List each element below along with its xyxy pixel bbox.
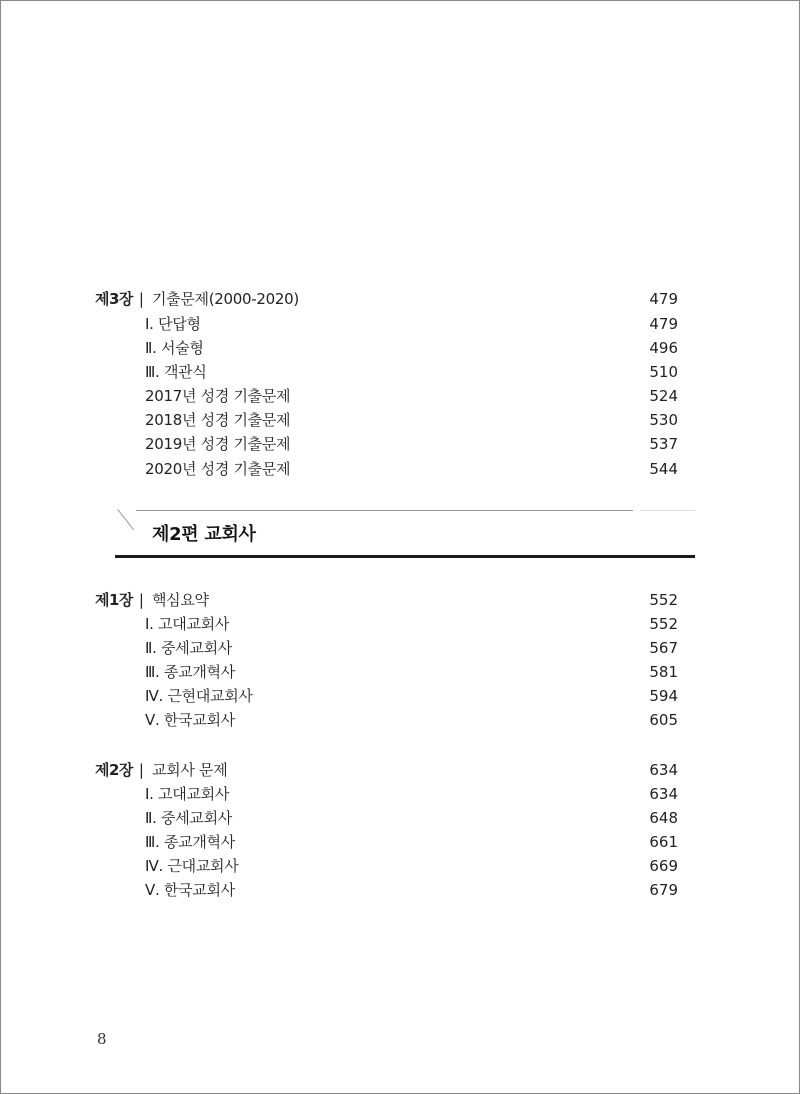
page-number: 552 bbox=[649, 615, 678, 633]
item-title: 2019년 성경 기출문제 bbox=[145, 435, 291, 453]
item-title: Ⅲ. 종교개혁사 bbox=[145, 833, 235, 851]
chapter-separator: | bbox=[138, 591, 144, 609]
page-number: 552 bbox=[649, 591, 678, 609]
toc-item[interactable] bbox=[95, 433, 678, 455]
page-number: 524 bbox=[649, 387, 678, 405]
toc-item[interactable] bbox=[95, 361, 678, 383]
chapter-label: 제1장 bbox=[95, 591, 133, 609]
part-heading-top-rule bbox=[136, 510, 633, 511]
toc-chapter-3[interactable] bbox=[95, 288, 678, 310]
chapter-title: 기출문제(2000-2020) bbox=[151, 290, 299, 308]
item-title: Ⅰ. 고대교회사 bbox=[145, 615, 230, 633]
toc-item[interactable] bbox=[95, 709, 678, 731]
item-title: Ⅰ. 고대교회사 bbox=[145, 785, 230, 803]
chapter-label: 제3장 bbox=[95, 290, 133, 308]
item-title: 2018년 성경 기출문제 bbox=[145, 411, 291, 429]
toc-item[interactable] bbox=[95, 313, 678, 335]
toc-chapter-2[interactable] bbox=[95, 759, 678, 781]
toc-item[interactable] bbox=[95, 458, 678, 480]
toc-item[interactable] bbox=[95, 685, 678, 707]
item-title: Ⅰ. 단답형 bbox=[145, 315, 201, 333]
page-number: 648 bbox=[649, 809, 678, 827]
toc-item[interactable] bbox=[95, 337, 678, 359]
item-title: Ⅲ. 객관식 bbox=[145, 363, 207, 381]
chapter-title: 교회사 문제 bbox=[151, 761, 228, 779]
item-title: Ⅱ. 중세교회사 bbox=[145, 639, 232, 657]
chapter-label: 제2장 bbox=[95, 761, 133, 779]
item-title: Ⅱ. 서술형 bbox=[145, 339, 204, 357]
toc-item[interactable] bbox=[95, 879, 678, 901]
page-number: 581 bbox=[649, 663, 678, 681]
page-number: 510 bbox=[649, 363, 678, 381]
item-title: Ⅴ. 한국교회사 bbox=[145, 881, 235, 899]
page-number: 537 bbox=[649, 435, 678, 453]
page-number: 567 bbox=[649, 639, 678, 657]
toc-item[interactable] bbox=[95, 855, 678, 877]
toc-item[interactable] bbox=[95, 409, 678, 431]
page-number: 679 bbox=[649, 881, 678, 899]
toc-item[interactable] bbox=[95, 613, 678, 635]
item-title: Ⅳ. 근대교회사 bbox=[145, 857, 239, 875]
chapter-separator: | bbox=[138, 761, 144, 779]
toc-item[interactable] bbox=[95, 661, 678, 683]
item-title: Ⅲ. 종교개혁사 bbox=[145, 663, 235, 681]
toc-item[interactable] bbox=[95, 385, 678, 407]
item-title: 2017년 성경 기출문제 bbox=[145, 387, 291, 405]
item-title: Ⅳ. 근현대교회사 bbox=[145, 687, 253, 705]
page-number: 634 bbox=[649, 761, 678, 779]
page-number: 605 bbox=[649, 711, 678, 729]
part-heading-top-rule-faint bbox=[640, 510, 695, 511]
page-number: 634 bbox=[649, 785, 678, 803]
toc-item[interactable] bbox=[95, 831, 678, 853]
page-number: 479 bbox=[649, 315, 678, 333]
page-number: 479 bbox=[649, 290, 678, 308]
item-title: 2020년 성경 기출문제 bbox=[145, 460, 291, 478]
toc-item[interactable] bbox=[95, 807, 678, 829]
item-title: Ⅱ. 중세교회사 bbox=[145, 809, 232, 827]
page-number: 669 bbox=[649, 857, 678, 875]
toc-item[interactable] bbox=[95, 637, 678, 659]
item-title: Ⅴ. 한국교회사 bbox=[145, 711, 235, 729]
toc-chapter-1[interactable] bbox=[95, 589, 678, 611]
chapter-separator: | bbox=[138, 290, 144, 308]
page-number: 661 bbox=[649, 833, 678, 851]
part-heading-bottom-rule bbox=[115, 555, 695, 558]
page-number: 594 bbox=[649, 687, 678, 705]
chapter-title: 핵심요약 bbox=[151, 591, 209, 609]
toc-item[interactable] bbox=[95, 783, 678, 805]
page-number: 530 bbox=[649, 411, 678, 429]
folio-page-number: 8 bbox=[97, 1030, 107, 1048]
page-number: 544 bbox=[649, 460, 678, 478]
part-title[interactable]: 제2편 교회사 bbox=[152, 524, 256, 545]
page-number: 496 bbox=[649, 339, 678, 357]
